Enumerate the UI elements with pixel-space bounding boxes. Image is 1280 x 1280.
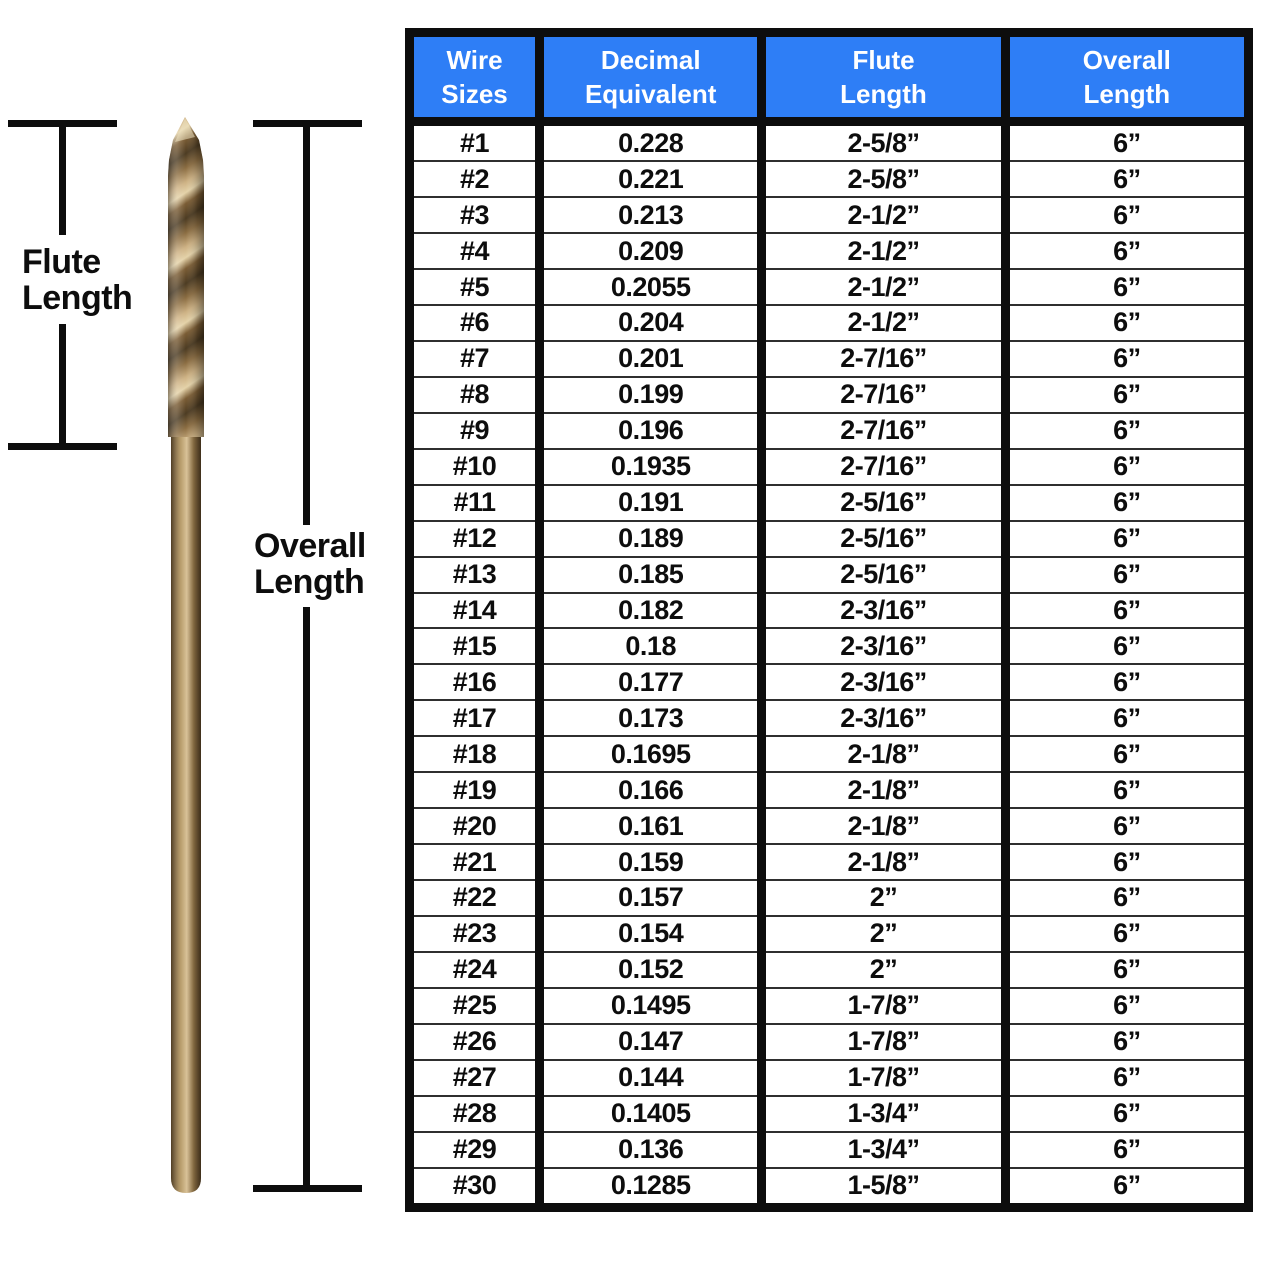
flute-length-cell: 2-7/16” xyxy=(762,413,1005,449)
table-row xyxy=(410,1060,1249,1096)
overall-dimension-bottom-tick xyxy=(253,1185,362,1192)
overall-length-cell: 6” xyxy=(1005,772,1248,808)
decimal-equivalent-cell: 0.166 xyxy=(540,772,762,808)
wire-size-cell: #7 xyxy=(410,341,540,377)
header-decimal-line2: Equivalent xyxy=(584,79,717,109)
decimal-equivalent-cell: 0.18 xyxy=(540,628,762,664)
wire-size-cell: #9 xyxy=(410,413,540,449)
wire-size-cell: #11 xyxy=(410,485,540,521)
overall-length-cell: 6” xyxy=(1005,988,1248,1024)
decimal-equivalent-cell: 0.157 xyxy=(540,880,762,916)
flute-dimension-bottom-tick xyxy=(8,443,117,450)
flute-length-cell: 2-3/16” xyxy=(762,628,1005,664)
decimal-equivalent-cell: 0.161 xyxy=(540,808,762,844)
overall-length-cell: 6” xyxy=(1005,628,1248,664)
flute-dimension-line-upper xyxy=(59,120,66,235)
table-row xyxy=(410,521,1249,557)
overall-length-cell: 6” xyxy=(1005,233,1248,269)
overall-length-cell: 6” xyxy=(1005,1132,1248,1168)
overall-length-cell: 6” xyxy=(1005,808,1248,844)
table-row xyxy=(410,664,1249,700)
table-row xyxy=(410,197,1249,233)
header-overall-line1: Overall xyxy=(1082,45,1171,75)
header-flute-line2: Length xyxy=(840,79,927,109)
flute-length-cell: 2-1/2” xyxy=(762,197,1005,233)
header-overall-length xyxy=(1005,33,1248,122)
overall-length-cell: 6” xyxy=(1005,197,1248,233)
flute-length-cell: 1-7/8” xyxy=(762,1060,1005,1096)
overall-length-cell: 6” xyxy=(1005,1060,1248,1096)
wire-size-cell: #29 xyxy=(410,1132,540,1168)
decimal-equivalent-cell: 0.1695 xyxy=(540,736,762,772)
flute-length-cell: 2-1/8” xyxy=(762,808,1005,844)
table-row xyxy=(410,628,1249,664)
wire-size-cell: #30 xyxy=(410,1168,540,1208)
flute-length-label xyxy=(22,244,132,316)
flute-length-cell: 1-7/8” xyxy=(762,1024,1005,1060)
table-row xyxy=(410,557,1249,593)
decimal-equivalent-cell: 0.204 xyxy=(540,305,762,341)
table-row xyxy=(410,700,1249,736)
table-row xyxy=(410,269,1249,305)
decimal-equivalent-cell: 0.191 xyxy=(540,485,762,521)
table-row xyxy=(410,772,1249,808)
table-row xyxy=(410,449,1249,485)
wire-size-cell: #28 xyxy=(410,1096,540,1132)
flute-length-cell: 1-3/4” xyxy=(762,1096,1005,1132)
flute-length-cell: 2” xyxy=(762,916,1005,952)
decimal-equivalent-cell: 0.147 xyxy=(540,1024,762,1060)
wire-size-spec-table xyxy=(405,28,1253,1212)
table-row xyxy=(410,413,1249,449)
table-row xyxy=(410,122,1249,162)
overall-length-cell: 6” xyxy=(1005,305,1248,341)
table-row xyxy=(410,1132,1249,1168)
wire-size-cell: #16 xyxy=(410,664,540,700)
overall-length-cell: 6” xyxy=(1005,122,1248,162)
overall-length-cell: 6” xyxy=(1005,413,1248,449)
overall-length-cell: 6” xyxy=(1005,377,1248,413)
decimal-equivalent-cell: 0.185 xyxy=(540,557,762,593)
wire-size-cell: #20 xyxy=(410,808,540,844)
decimal-equivalent-cell: 0.196 xyxy=(540,413,762,449)
header-decimal-line1: Decimal xyxy=(600,45,701,75)
table-row xyxy=(410,1168,1249,1208)
overall-length-cell: 6” xyxy=(1005,880,1248,916)
table-row xyxy=(410,593,1249,629)
wire-size-cell: #23 xyxy=(410,916,540,952)
wire-size-cell: #25 xyxy=(410,988,540,1024)
flute-length-cell: 1-7/8” xyxy=(762,988,1005,1024)
flute-length-cell: 2-7/16” xyxy=(762,341,1005,377)
overall-length-label-line2: Length xyxy=(254,563,365,601)
overall-length-cell: 6” xyxy=(1005,1096,1248,1132)
wire-size-cell: #1 xyxy=(410,122,540,162)
overall-length-cell: 6” xyxy=(1005,844,1248,880)
overall-length-cell: 6” xyxy=(1005,700,1248,736)
header-flute-length xyxy=(762,33,1005,122)
wire-size-cell: #22 xyxy=(410,880,540,916)
drill-bit-image xyxy=(166,116,206,1194)
decimal-equivalent-cell: 0.144 xyxy=(540,1060,762,1096)
table-header xyxy=(410,33,1249,122)
wire-size-cell: #6 xyxy=(410,305,540,341)
flute-length-cell: 2-1/8” xyxy=(762,736,1005,772)
flute-length-label-line2: Length xyxy=(22,279,133,317)
decimal-equivalent-cell: 0.201 xyxy=(540,341,762,377)
decimal-equivalent-cell: 0.152 xyxy=(540,952,762,988)
wire-size-cell: #8 xyxy=(410,377,540,413)
flute-length-cell: 2-1/2” xyxy=(762,233,1005,269)
overall-length-cell: 6” xyxy=(1005,521,1248,557)
overall-length-cell: 6” xyxy=(1005,341,1248,377)
table-row xyxy=(410,1024,1249,1060)
overall-length-cell: 6” xyxy=(1005,952,1248,988)
decimal-equivalent-cell: 0.228 xyxy=(540,122,762,162)
flute-length-cell: 2-5/8” xyxy=(762,122,1005,162)
flute-dimension-line-lower xyxy=(59,324,66,443)
table-row xyxy=(410,485,1249,521)
decimal-equivalent-cell: 0.1285 xyxy=(540,1168,762,1208)
overall-length-cell: 6” xyxy=(1005,161,1248,197)
decimal-equivalent-cell: 0.177 xyxy=(540,664,762,700)
flute-length-cell: 2-5/16” xyxy=(762,485,1005,521)
flute-length-cell: 2-1/2” xyxy=(762,269,1005,305)
header-decimal-equivalent xyxy=(540,33,762,122)
decimal-equivalent-cell: 0.199 xyxy=(540,377,762,413)
flute-length-cell: 2-3/16” xyxy=(762,700,1005,736)
table-row xyxy=(410,808,1249,844)
wire-size-cell: #2 xyxy=(410,161,540,197)
flute-length-cell: 2-5/16” xyxy=(762,557,1005,593)
flute-length-cell: 2-7/16” xyxy=(762,377,1005,413)
wire-size-cell: #27 xyxy=(410,1060,540,1096)
decimal-equivalent-cell: 0.1935 xyxy=(540,449,762,485)
table-row xyxy=(410,341,1249,377)
table-row xyxy=(410,916,1249,952)
table-row xyxy=(410,161,1249,197)
overall-length-label-line1: Overall xyxy=(254,527,366,565)
wire-size-cell: #10 xyxy=(410,449,540,485)
decimal-equivalent-cell: 0.2055 xyxy=(540,269,762,305)
decimal-equivalent-cell: 0.159 xyxy=(540,844,762,880)
flute-length-cell: 2” xyxy=(762,952,1005,988)
flute-length-cell: 2-3/16” xyxy=(762,593,1005,629)
overall-length-cell: 6” xyxy=(1005,664,1248,700)
header-wire-sizes-line1: Wire xyxy=(446,45,503,75)
wire-size-cell: #19 xyxy=(410,772,540,808)
decimal-equivalent-cell: 0.189 xyxy=(540,521,762,557)
wire-size-cell: #14 xyxy=(410,593,540,629)
decimal-equivalent-cell: 0.1405 xyxy=(540,1096,762,1132)
decimal-equivalent-cell: 0.182 xyxy=(540,593,762,629)
wire-size-cell: #26 xyxy=(410,1024,540,1060)
overall-length-cell: 6” xyxy=(1005,269,1248,305)
header-wire-sizes-line2: Sizes xyxy=(441,79,508,109)
flute-length-cell: 1-5/8” xyxy=(762,1168,1005,1208)
table-row xyxy=(410,736,1249,772)
overall-length-cell: 6” xyxy=(1005,916,1248,952)
overall-length-cell: 6” xyxy=(1005,736,1248,772)
decimal-equivalent-cell: 0.1495 xyxy=(540,988,762,1024)
table-row xyxy=(410,952,1249,988)
wire-size-cell: #24 xyxy=(410,952,540,988)
overall-length-cell: 6” xyxy=(1005,593,1248,629)
flute-length-cell: 2-5/16” xyxy=(762,521,1005,557)
flute-length-cell: 2-3/16” xyxy=(762,664,1005,700)
overall-length-cell: 6” xyxy=(1005,485,1248,521)
header-overall-line2: Length xyxy=(1083,79,1171,109)
flute-length-cell: 2-1/8” xyxy=(762,844,1005,880)
overall-dimension-line-lower xyxy=(303,607,310,1185)
wire-size-cell: #17 xyxy=(410,700,540,736)
wire-size-cell: #3 xyxy=(410,197,540,233)
table-row xyxy=(410,377,1249,413)
wire-size-cell: #18 xyxy=(410,736,540,772)
flute-length-cell: 1-3/4” xyxy=(762,1132,1005,1168)
wire-size-cell: #15 xyxy=(410,628,540,664)
overall-length-cell: 6” xyxy=(1005,449,1248,485)
wire-size-cell: #4 xyxy=(410,233,540,269)
wire-size-cell: #5 xyxy=(410,269,540,305)
table-row xyxy=(410,844,1249,880)
table-row xyxy=(410,1096,1249,1132)
table-row xyxy=(410,988,1249,1024)
decimal-equivalent-cell: 0.173 xyxy=(540,700,762,736)
table-row xyxy=(410,233,1249,269)
flute-length-cell: 2-1/8” xyxy=(762,772,1005,808)
flute-length-cell: 2-7/16” xyxy=(762,449,1005,485)
decimal-equivalent-cell: 0.154 xyxy=(540,916,762,952)
decimal-equivalent-cell: 0.209 xyxy=(540,233,762,269)
flute-length-label-line1: Flute xyxy=(22,243,101,281)
table-row xyxy=(410,305,1249,341)
overall-length-label xyxy=(254,528,366,600)
decimal-equivalent-cell: 0.136 xyxy=(540,1132,762,1168)
header-wire-sizes xyxy=(410,33,540,122)
decimal-equivalent-cell: 0.213 xyxy=(540,197,762,233)
wire-size-cell: #12 xyxy=(410,521,540,557)
decimal-equivalent-cell: 0.221 xyxy=(540,161,762,197)
wire-size-cell: #21 xyxy=(410,844,540,880)
overall-length-cell: 6” xyxy=(1005,1024,1248,1060)
flute-length-cell: 2” xyxy=(762,880,1005,916)
wire-size-cell: #13 xyxy=(410,557,540,593)
table-row xyxy=(410,880,1249,916)
header-flute-line1: Flute xyxy=(852,45,915,75)
overall-dimension-line-upper xyxy=(303,120,310,525)
flute-length-cell: 2-5/8” xyxy=(762,161,1005,197)
table-body xyxy=(410,122,1249,1208)
overall-length-cell: 6” xyxy=(1005,557,1248,593)
flute-length-cell: 2-1/2” xyxy=(762,305,1005,341)
overall-length-cell: 6” xyxy=(1005,1168,1248,1208)
